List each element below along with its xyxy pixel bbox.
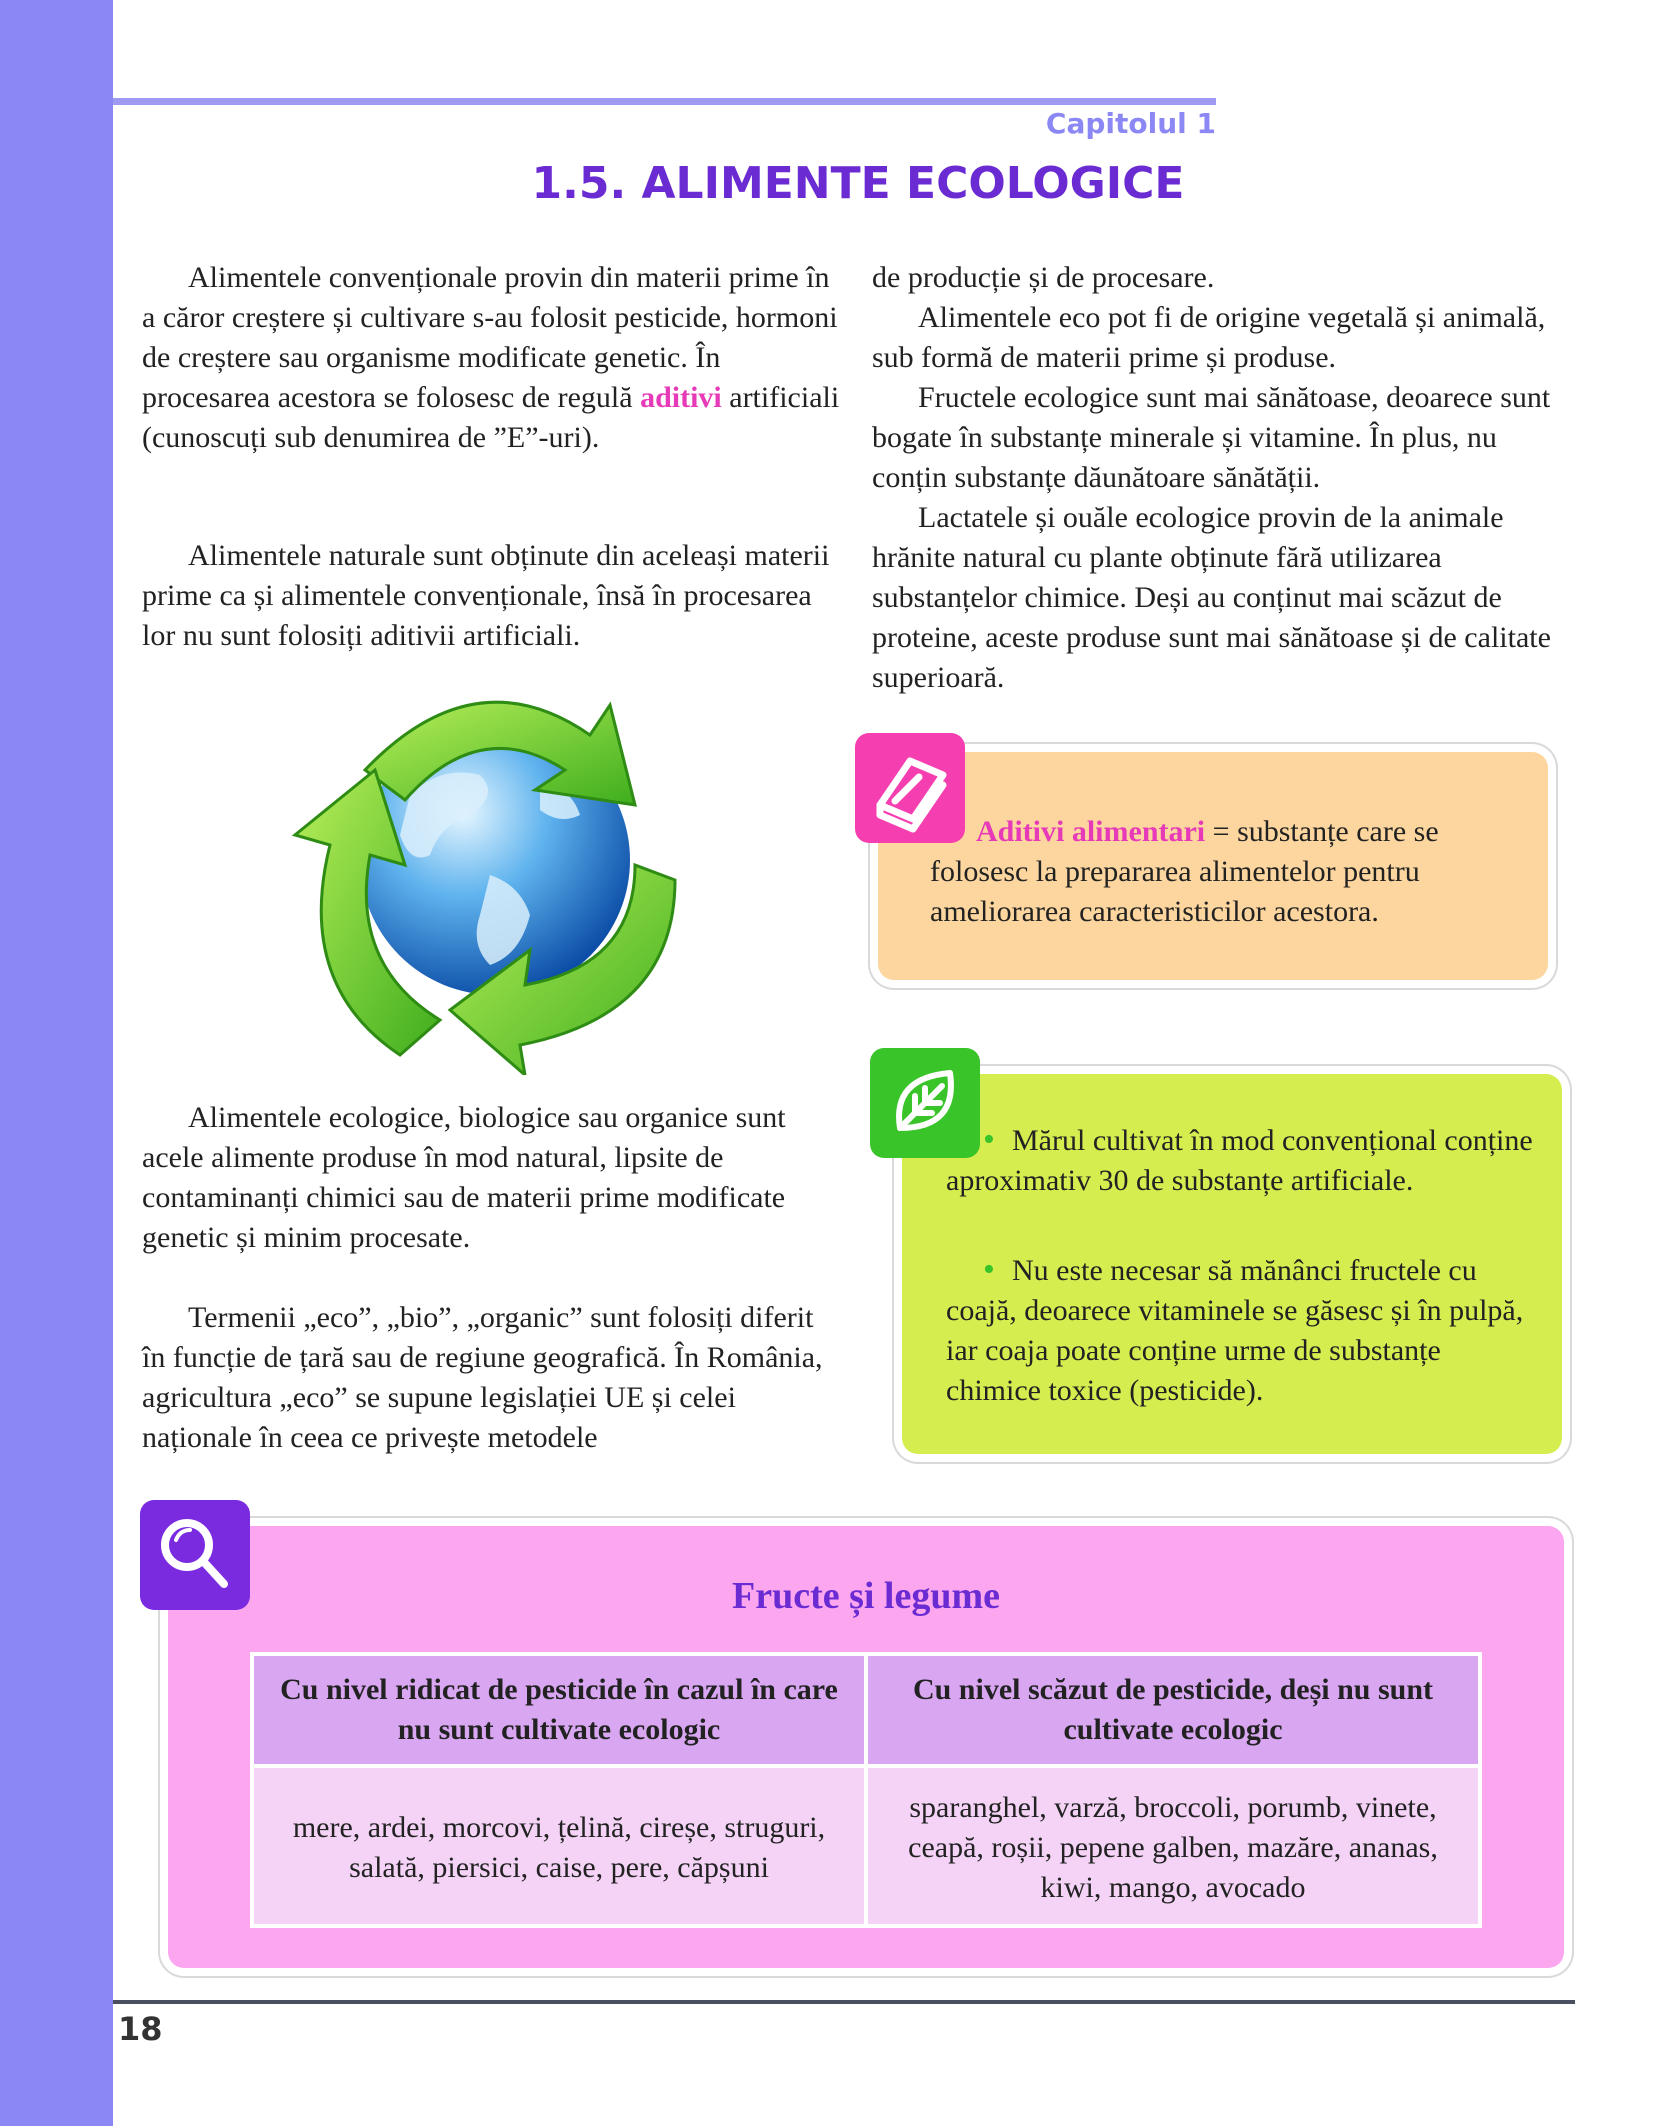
paragraph-conventional: Alimentele convenționale provin din materii prime în a căror creștere și cultivare s-au folosit pesticide, hormoni de creștere sau organisme modificate genetic. În procesarea acestora se folosesc de regulă aditivi artificiali (cunoscuți sub denumirea de ”E”-uri). bbox=[142, 261, 840, 454]
page-number: 18 bbox=[118, 2010, 163, 2048]
paragraph-continuation: de producție și de procesare. bbox=[872, 261, 1215, 294]
paragraph-terms: Termenii „eco”, „bio”, „organic” sunt folosiți diferit în funcție de țară sau de regiune geografică. În România, agricultura „eco” se supune legislației UE și celei naționale în ceea ce privește metodele bbox=[142, 1301, 823, 1454]
paragraph-eco-origin: Alimentele eco pot fi de origine vegetală și animală, sub formă de materii prime și produse. bbox=[872, 301, 1546, 374]
fact-item-2: • Nu este necesar să mănânci fructele cu coajă, deoarece vitaminele se găsesc și în pulpă, iar coaja poate conține urme de substanțe chimice toxice (pesticide). bbox=[946, 1251, 1524, 1407]
table-title: Fructe și legume bbox=[731, 1575, 1001, 1617]
recycle-globe-icon bbox=[290, 675, 690, 1075]
fact-item-1: • Mărul cultivat în mod convențional conține aproximativ 30 de substanțe artificiale. bbox=[946, 1121, 1533, 1197]
paragraph-eco-dairy: Lactatele și ouăle ecologice provin de la animale hrănite natural cu plante obținute fără utilizarea substanțelor chimice. Deși au conținut mai scăzut de proteine, aceste produse sunt mai sănătoase și de calitate superioară. bbox=[872, 501, 1551, 694]
highlight-aditivi: aditivi bbox=[640, 381, 722, 414]
chapter-label: Capitolul 1 bbox=[1045, 107, 1216, 140]
definition-text: Aditivi alimentari = substanțe care se folosesc la prepararea alimentelor pentru ameliorarea caracteristicilor acestora. bbox=[930, 815, 1439, 928]
bottom-rule bbox=[113, 2000, 1575, 2004]
paragraph-eco-fruits: Fructele ecologice sunt mai sănătoase, deoarece sunt bogate în substanțe minerale și vitamine. În plus, nu conțin substanțe dăunătoare sănătății. bbox=[872, 381, 1551, 494]
paragraph-natural: Alimentele naturale sunt obținute din aceleași materii prime ca și alimentele convenționale, însă în procesarea lor nu sunt folosiți aditivii artificiali. bbox=[142, 539, 830, 652]
table-header-row bbox=[252, 1654, 1480, 1766]
table-row bbox=[252, 1766, 1480, 1926]
definition-term: Aditivi alimentari bbox=[976, 815, 1206, 848]
page-title: 1.5. ALIMENTE ECOLOGICE bbox=[531, 158, 1185, 209]
table-cell-low: sparanghel, varză, broccoli, porumb, vinete, ceapă, roșii, pepene galben, mazăre, ananas, kiwi, mango, avocado bbox=[866, 1766, 1480, 1926]
paragraph-ecological: Alimentele ecologice, biologice sau organice sunt acele alimente produse în mod natural, lipsite de contaminanți chimici sau de materii prime modificate genetic și minim procesate. bbox=[142, 1101, 786, 1254]
left-margin-stripe bbox=[0, 0, 113, 2126]
top-rule bbox=[113, 98, 1216, 105]
table-header-low: Cu nivel scăzut de pesticide, deși nu sunt cultivate ecologic bbox=[866, 1654, 1480, 1766]
table-header-high: Cu nivel ridicat de pesticide în cazul în care nu sunt cultivate ecologic bbox=[252, 1654, 866, 1766]
pesticides-table bbox=[250, 1652, 1482, 1928]
table-cell-high: mere, ardei, morcovi, țelină, cireșe, struguri, salată, piersici, caise, pere, căpșuni bbox=[252, 1766, 866, 1926]
